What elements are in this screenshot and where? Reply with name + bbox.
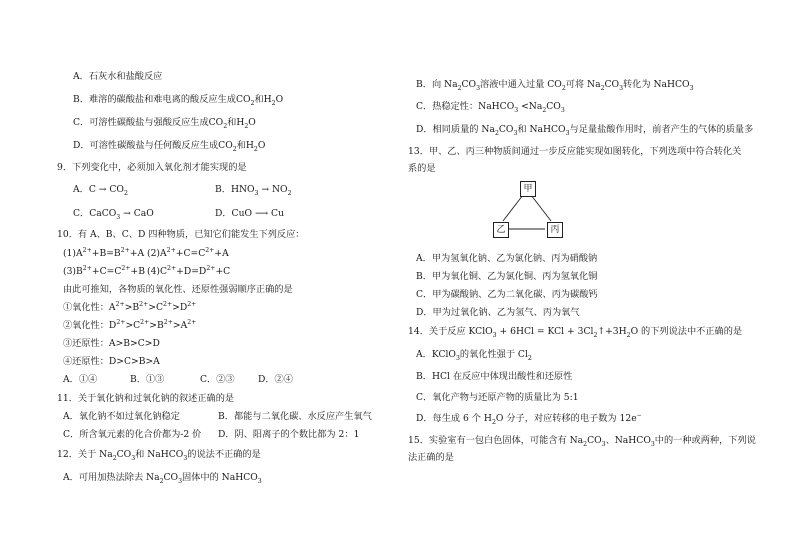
prev-option-c: C．可溶性碳酸盐与强酸反应生成$CO_2$和$H_2O$ bbox=[73, 117, 256, 130]
node-top: 甲 bbox=[520, 181, 536, 197]
q10-reaction-3: $(3)B^{2+}+C=C^{2+}+B$ bbox=[63, 264, 145, 277]
q9-option-c: C．CaCO$_3$ → CaO bbox=[73, 208, 154, 221]
q11-option-d: D．阴、阳离子的个数比都为 2：1 bbox=[218, 429, 360, 440]
q10-reaction-4: $(4)C^{2+}+D=D^{2+}+C$ bbox=[147, 264, 231, 277]
q15-stem-line2: 法正确的是 bbox=[408, 452, 454, 463]
q10-stem: 10．有 A、B、C、D 四种物质，已知它们能发生下列反应： bbox=[57, 229, 305, 240]
q10-statement-2: ②氧化性：$D^{2+}>C^{2+}>B^{2+}>A^{2+}$ bbox=[63, 318, 197, 331]
q12-stem: 12．关于 $Na_2CO_3$和 NaHCO$_3$的说法不正确的是 bbox=[57, 449, 261, 462]
q10-reaction-2: $(2)A^{2+}+C=C^{2+}+A$ bbox=[147, 246, 229, 259]
edge-top-right bbox=[531, 195, 551, 221]
q15-stem-line1: 15．实验室有一包白色固体，可能含有 $Na_2CO_3$、NaHCO$_3$中的一种或两种，下列说 bbox=[408, 435, 756, 448]
q13-stem-line2: 系的是 bbox=[408, 163, 436, 174]
prev-option-b: B．难溶的碳酸盐和难电离的酸反应生成$CO_2$和$H_2O$ bbox=[73, 94, 284, 107]
q12-option-a: A．可用加热法除去 $Na_2CO_3$固体中的 NaHCO$_3$ bbox=[63, 472, 262, 485]
q14-option-c: C．氧化产物与还原产物的质量比为 5:1 bbox=[416, 392, 579, 403]
node-left: 乙 bbox=[493, 222, 509, 238]
q10-statement-1: ①氧化性：$A^{2+}>B^{2+}>C^{2+}>D^{2+}$ bbox=[63, 300, 197, 313]
q12-option-d: D．相同质量的 $Na_2CO_3$和 NaHCO$_3$与足量盐酸作用时，前者产生的气体的质量多 bbox=[416, 124, 754, 137]
q10-statement-4: ④还原性：D>C>B>A bbox=[63, 356, 160, 367]
edge-top-left bbox=[503, 195, 523, 221]
q11-option-b: B．都能与二氧化碳、水反应产生氧气 bbox=[218, 411, 372, 422]
q10-choice-b: B．①③ bbox=[130, 374, 165, 385]
q9-option-b: B．$HNO_3 \to NO_2$ bbox=[215, 184, 292, 197]
q10-statement-3: ③还原性：A>B>C>D bbox=[63, 338, 160, 349]
q13-option-d: D．甲为过氧化钠、乙为氢气、丙为氧气 bbox=[416, 307, 580, 318]
q9-option-d: D．CuO ⟶ Cu bbox=[215, 208, 284, 219]
q14-stem: 14．关于反应 KClO$_3$ + 6HCl = KCl + $3Cl_2↑+3H_2O$ 的下列说法中不正确的是 bbox=[408, 326, 743, 339]
q12-option-b: B．向 $Na_2CO_3$溶液中通入过量 $CO_2$可将 $Na_2CO_3$转化为 NaHCO$_3$ bbox=[416, 79, 694, 92]
q9-option-a: A．$C \to CO_2$ bbox=[73, 184, 128, 197]
q14-option-d: D．每生成 6 个 $H_2O$ 分子，对应转移的电子数为 12e− bbox=[416, 411, 642, 426]
q11-stem: 11．关于氧化钠和过氧化钠的叙述正确的是 bbox=[57, 393, 235, 404]
node-right: 丙 bbox=[547, 222, 563, 238]
q13-transformation-diagram bbox=[489, 181, 569, 239]
q10-choice-d: D．②④ bbox=[258, 374, 293, 385]
q10-choice-a: A．①④ bbox=[63, 374, 98, 385]
q13-option-b: B．甲为氧化铜、乙为氯化铜、丙为氢氧化铜 bbox=[416, 271, 598, 282]
q13-option-c: C．甲为碳酸钠、乙为二氧化碳、丙为碳酸钙 bbox=[416, 289, 598, 300]
q13-stem-line1: 13．甲、乙、丙三种物质间通过一步反应能实现如图转化，下列选项中符合转化关 bbox=[408, 146, 742, 157]
q12-option-c: C．热稳定性：NaHCO$_3$ $<Na_2CO_3$ bbox=[416, 101, 565, 114]
q11-option-c: C．所含氧元素的化合价都为-2 价 bbox=[63, 429, 202, 440]
prev-option-d: D．可溶性碳酸盐与任何酸反应生成$CO_2$和$H_2O$ bbox=[73, 140, 266, 153]
right-column bbox=[397, 0, 794, 560]
q14-option-a: A．KClO$_3$的氧化性强于 $Cl_2$ bbox=[416, 349, 532, 362]
q11-option-a: A．氧化钠不如过氧化钠稳定 bbox=[63, 411, 180, 422]
q10-reaction-1: $(1)A^{2+}+B=B^{2+}+A$ bbox=[63, 246, 145, 259]
q13-option-a: A．甲为氢氧化钠、乙为氯化钠、丙为硝酸钠 bbox=[416, 253, 598, 264]
q10-inference: 由此可推知，各物质的氧化性、还原性强弱顺序正确的是 bbox=[63, 284, 293, 295]
q10-choice-c: C．②③ bbox=[200, 374, 235, 385]
q9-stem: 9．下列变化中，必须加入氧化剂才能实现的是 bbox=[57, 162, 247, 173]
prev-option-a: A．石灰水和盐酸反应 bbox=[73, 71, 163, 82]
q14-option-b: B．HCl 在反应中体现出酸性和还原性 bbox=[416, 371, 573, 382]
